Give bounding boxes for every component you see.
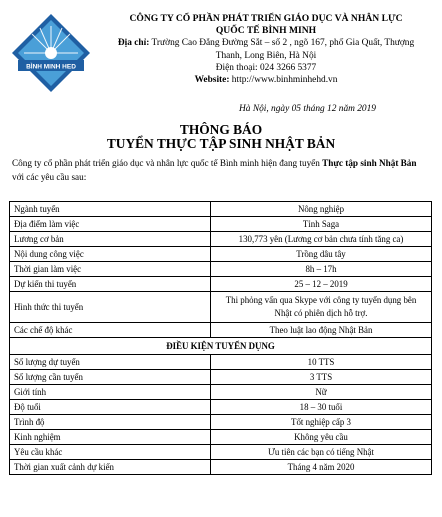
table-row (10, 430, 432, 445)
row-label: Kinh nghiệm (10, 430, 211, 445)
row-label: Lương cơ bản (10, 232, 211, 247)
row-label: Hình thức thi tuyển (10, 292, 211, 323)
row-label: Yêu cầu khác (10, 445, 211, 460)
table-row (10, 400, 432, 415)
table-row (10, 445, 432, 460)
row-value: 10 TTS (211, 355, 432, 370)
row-label: Thời gian xuất cảnh dự kiến (10, 460, 211, 475)
section-title: ĐIỀU KIỆN TUYỂN DỤNG (10, 338, 432, 355)
address-line2: Thanh, Long Biên, Hà Nội (215, 50, 317, 61)
row-value: Tỉnh Saga (211, 217, 432, 232)
row-value: 3 TTS (211, 370, 432, 385)
company-name-line1: CÔNG TY CỔ PHẦN PHÁT TRIỂN GIÁO DỤC VÀ NHÂN LỰC (129, 13, 403, 24)
phone: Điện thoại: 024 3266 5377 (215, 62, 317, 73)
intro-paragraph: Công ty cổ phần phát triển giáo dục và nhân lực quốc tế Bình minh hiện đang tuyển Thực tập sinh Nhật Bản với các yêu cầu sau: (12, 158, 417, 182)
website-link[interactable]: http://www.binhminhehd.vn (231, 75, 338, 86)
row-label: Ngành tuyển (10, 202, 211, 217)
row-label: Các chế độ khác (10, 323, 211, 338)
row-label: Trình độ (10, 415, 211, 430)
company-logo (10, 12, 92, 94)
row-value: Theo luật lao động Nhật Bản (211, 323, 432, 338)
table-row (10, 370, 432, 385)
row-value: Không yêu cầu (211, 430, 432, 445)
row-value: 18 – 30 tuổi (211, 400, 432, 415)
row-value: Nữ (211, 385, 432, 400)
section-header-row (10, 338, 432, 355)
table-row (10, 277, 432, 292)
row-value: 25 – 12 – 2019 (211, 277, 432, 292)
row-value: Tốt nghiệp cấp 3 (211, 415, 432, 430)
table-row (10, 262, 432, 277)
row-label: Địa điểm làm việc (10, 217, 211, 232)
row-label: Dự kiến thi tuyển (10, 277, 211, 292)
address: Địa chỉ: Trường Cao Đẳng Đường Sắt – số 2 , ngõ 167, phố Gia Quất, Thượng (117, 38, 415, 49)
row-label: Số lượng cần tuyển (10, 370, 211, 385)
row-label: Thời gian làm việc (10, 262, 211, 277)
document-subtitle: TUYỂN THỰC TẬP SINH NHẬT BẢN (106, 136, 336, 151)
website: Website: http://www.binhminhehd.vn (194, 75, 338, 86)
table-row (10, 202, 432, 217)
requirements-table (9, 201, 432, 475)
row-value: 8h – 17h (211, 262, 432, 277)
row-value: Ưu tiên các bạn có tiếng Nhật (211, 445, 432, 460)
document-date: Hà Nội, ngày 05 tháng 12 năm 2019 (239, 104, 376, 114)
letterhead (96, 13, 436, 86)
table-row (10, 232, 432, 247)
row-label: Nội dung công việc (10, 247, 211, 262)
table-row (10, 247, 432, 262)
table-row (10, 385, 432, 400)
document-title: THÔNG BÁO (179, 122, 263, 137)
row-value: Trồng dâu tây (211, 247, 432, 262)
table-row (10, 355, 432, 370)
table-row (10, 460, 432, 475)
company-name-line2: QUỐC TẾ BÌNH MINH (215, 25, 317, 37)
row-label: Độ tuổi (10, 400, 211, 415)
row-value: Tháng 4 năm 2020 (211, 460, 432, 475)
row-label: Số lượng dự tuyển (10, 355, 211, 370)
table-row (10, 292, 432, 323)
row-value: Nông nghiệp (211, 202, 432, 217)
row-value: Thi phỏng vấn qua Skype với công ty tuyển dụng bên Nhật có phiên dịch hỗ trợ. (211, 292, 432, 323)
table-row (10, 323, 432, 338)
logo-text: BÌNH MINH HED (26, 63, 76, 71)
row-value: 130,773 yên (Lương cơ bản chưa tính tăng ca) (211, 232, 432, 247)
row-label: Giới tính (10, 385, 211, 400)
table-row (10, 217, 432, 232)
table-row (10, 415, 432, 430)
